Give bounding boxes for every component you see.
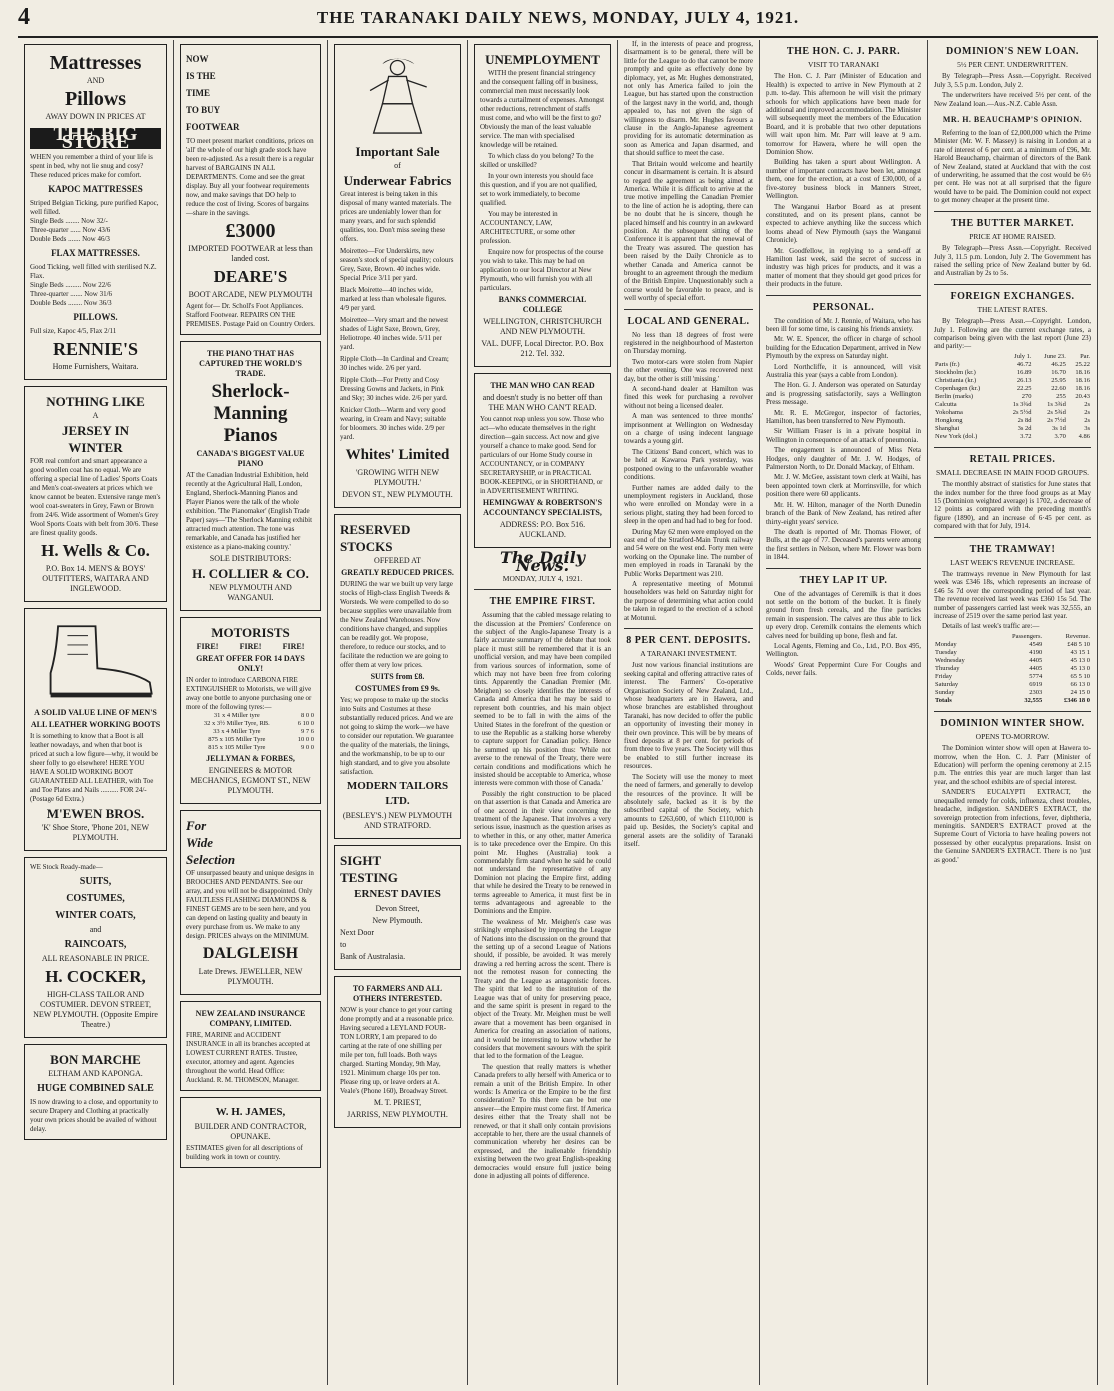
column-3 bbox=[328, 40, 468, 1385]
table-row: Thursday 4405 45 13 0 bbox=[935, 664, 1090, 672]
ad-sherlock-manning: THE PIANO THAT HAS CAPTURED THE WORLD'S TRADE. Sherlock-Manning Pianos CANADA'S BIGGEST VALUE PIANO AT the Canadian Industrial Exhibition, held recently at the Agricultural Hall, London, England, Sherlock-Manning Pianos and Player Pianos were the talk of the whole exhibition. 'The Pianomaker' (English Trade Paper) says—'The Sherlock Manning exhibit attracted much attention. The tone was remarkable, and Canada has justified her existence as a piano-making country.' SOLE DISTRIBUTORS: H. COLLIER & CO. NEW PLYMOUTH AND WANGANUI. bbox=[180, 341, 321, 611]
ceremilk-title: THEY LAP IT UP. bbox=[799, 574, 888, 586]
column-5: If, in the interests of peace and progress, disarmament is to be general, there will be little for the League to do that cannot be more promptly and quite as effectively done by diplomacy, yet, as Mr. Hughes demonstrated, not only has America failed to join the League, but has started upon the construction of the largest navy in the world, and, though appealed to, has not given the sign of willingness to disarm. Mr. Hughes favours a clause in the Anglo-Japanese agreement providing for its automatic determination as soon as America and Japan disarmed, and that should suffice to meet the case. That Britain would welcome and heartily concur in disarmament is certain. It is absurd to regard the agreement as being aimed at America. While it is difficult to arrive at the true motive impelling the Canadian Premier to the line of action he is adopting, there can be no doubt that he is sincere, though he placed himself and his country in an awkward position. At the subsequent sitting of the Conference it is apparent that the renewal of the Treaty was assured. The question has been raised by the Daily Chronicle as to whether Canada and America cannot be brought to an agreement through the medium of the British Empire. Unquestionably such a course would be favorable to peace, and is well worthy of special effort. LOCAL AND GENERAL. No less than 18 degrees of frost were registered in the neighbourhood of Masterton on Thursday morning. Two motor-cars were stolen from Napier the other evening. One was recovered next day, but the other is still 'missing.' A second-hand dealer at Hamilton was fined this week for purchasing a revolver without not being a licensed dealer. A man was sentenced to three months' imprisonment at Wellington on Wednesday on a charge of using indecent language towards a young girl. The Citizens' Band concert, which was to be held at Kawaroa Park yesterday, was postponed owing to the unfavorable weather conditions. Further names are added daily to the unemployment registers in Auckland, those who were enrolled on Monday were in a serious plight, stating they had been forced to sleep in the open and had had to beg for food. During May 62 men were employed on the east end of the Stratford-Main Trunk railway and 54 were on the west end. Forty men were working on the Opunake line. The number of men employed in roads in Taranaki by the Public Works Department was 210. A representative meeting of Motunui householders was held on Saturday night for the purpose of determining what action could be taken in regard to the erection of a school at Motunui. 8 PER CENT. DEPOSITS. A TARANAKI INVESTMENT. Just now various financial institutions are seeking capital and offering attractive rates of interest. The Farmers' Co-operative Organisation Society of New Zealand, Ltd., whose headquarters are in Hawera, and whose branches are established throughout Taranaki, has now decided to offer the public an opportunity of investing their money in their own province. This will be by means of fixed deposits at 8 per cent. for periods of from three to five years. The Society will thus be enabled to still further increase its resources. The Society will use the money to meet the need of farmers, and generally to develop the resources of the province. It will be absolutely safe, backed as it is by the subscribed capital of the Society, which amounts to £263,600, of which £110,000 is paid up. Besides, the Society's capital and general assets are the solidity of Taranaki itself. bbox=[618, 40, 760, 1385]
deposits-title: 8 PER CENT. DEPOSITS. bbox=[626, 635, 751, 646]
ad-dalgleish: For Wide Selection OF unsurpassed beauty and unique designs in BROOCHES AND PENDANTS. See our array, and you will not be disappointed. Only FAULTLESS FLASHING DIAMONDS & FINEST GEMS are to be seen here, and you can depend on lasting quality and beauty in every purchase from us. We make to any design. PRICES always on the MINIMUM. DALGLEISH Late Drews. JEWELLER, NEW PLYMOUTH. bbox=[180, 810, 321, 995]
table-row: Shanghai 3s 2d 3s 1d 3s bbox=[935, 424, 1090, 432]
personal-title: PERSONAL. bbox=[812, 301, 875, 313]
table-row: Tuesday 4190 43 15 1 bbox=[935, 648, 1090, 656]
local-general-title: LOCAL AND GENERAL. bbox=[627, 315, 750, 327]
tramway-title: THE TRAMWAY! bbox=[969, 543, 1056, 555]
ad-jersey: NOTHING LIKE A JERSEY IN WINTER FOR real comfort and smart appearance a good woollen coat has no equal. We are offering a special line of Ladies' Sports Coats and Men's coat-sweaters at prices which we know cannot be beaten. Extensive range men's wool coat-sweaters in Grey, Fawn or Brown from 24/6. Wide assortment of Women's Grey Wool Sports Coats with belt from 30/6. These are finest quality goods. H. Wells & Co. P.O. Box 14. MEN'S & BOYS' OUTFITTERS, WAITARA AND INGLEWOOD. bbox=[24, 386, 167, 602]
loan-title: DOMINION'S NEW LOAN. bbox=[946, 46, 1079, 57]
ad-footwear: NOW IS THE TIME TO BUY FOOTWEAR TO meet present market conditions, prices on 'all' the whole of our high grade stock have been re-adjusted. As a result there is a regular harvest of BARGAINS IN ALL DEPARTMENTS. Come and see the great display. Buy all your footwear requirements now, and make savings that DO help to reduce the cost of living. Scores of bargains—share in the savings. £3000 IMPORTED FOOTWEAR at less than landed cost. DEARE'S BOOT ARCADE, NEW PLYMOUTH Agent for— Dr. Scholl's Foot Appliances. Stafford Footwear. REPAIRS ON THE PREMISES. Postage Paid on Country Orders. bbox=[180, 44, 321, 335]
table-row: Saturday 6919 66 13 0 bbox=[935, 680, 1090, 688]
table-row: New York (dol.) 3.72 3.70 4.86 bbox=[935, 432, 1090, 440]
table-row: Wednesday 4405 45 13 0 bbox=[935, 656, 1090, 664]
table-row: Stockholm (kr.) 16.89 16.70 18.16 bbox=[935, 368, 1090, 376]
exchange-rates-table bbox=[934, 353, 1091, 441]
table-header-row: July 1. June 23. Par. bbox=[1014, 352, 1090, 360]
ad-boots: A SOLID VALUE LINE OF MEN'S ALL LEATHER WORKING BOOTS It is something to know that a Boot is all leather nowadays, and when that boot is priced at such a low figure—why, it would be sheer folly to go elsewhere! HERE YOU HAVE A SOLID WORKING BOOT GUARANTEED ALL LEATHER, with Toe and Toe Plates and Nails .......... FOR 24/- (Postage 6d Extra.) M'EWEN BROS. 'K' Shoe Store, 'Phone 201, NEW PLYMOUTH. bbox=[24, 608, 167, 851]
big-store-logo: THE BIG STORE bbox=[30, 128, 161, 149]
table-row: Friday 5774 65 5 10 bbox=[935, 672, 1090, 680]
ad-underwear-fabrics: Important Sale of Underwear Fabrics Great interest is being taken in this disposal of many wanted materials. The prices are undeniably lower than for many years, and for such splendid qualities, too. Don't miss seeing these offers. Moiretteo—For Underskirts, new season's stock of special quality; colours Grey, Saxe, Brown. 40 inches wide. Special Price 3/11 per yard. Black Moirette—40 inches wide, marked at less than wholesale figures. 4/9 per yard. Moirettee—Very smart and the newest shades of Light Saxe, Brown, Grey, Heliotrope. 40 inches wide. 5/11 per yard. Ripple Cloth—In Cardinal and Cream; 30 inches wide. 2/6 per yard. Ripple Cloth—For Pretty and Cosy Dressing Gowns and Jackets, in Pink and Sky; 30 inches wide. 2/6 per yard. Knicker Cloth—Warm and very good wearing, in Cream and Navy; suitable for bloomers. 30 inches wide. 2/9 per yard. Whites' Limited 'GROWING WITH NEW PLYMOUTH.' DEVON ST., NEW PLYMOUTH. bbox=[334, 44, 461, 508]
ad-unemployment: UNEMPLOYMENT WITH the present financial stringency and the consequent falling off in business, commercial men must necessarily look towards a curtailment of expenses. Amongst other reductions, retrenchment of staffs must come, and who will be the first to go? Obviously the man of the least valuable service. The man with specialised knowledge will be retained. To which class do you belong? To the skilled or unskilled? In your own interests you should face this question, and if you are not qualified, set to work immediately, to become qualified. You may be interested in ACCOUNTANCY, LAW, ARCHITECTURE, or some other profession. Enquire now for prospectus of the course you wish to take. This may be had on application to our local Director at New Plymouth, who will furnish you with all particulars. BANKS COMMERCIAL COLLEGE WELLINGTON, CHRISTCHURCH AND NEW PLYMOUTH. VAL. DUFF, Local Director. P.O. Box 212. Tel. 332. bbox=[474, 44, 611, 367]
newspaper-nameplate: The Daily News. bbox=[500, 548, 585, 576]
butter-title: THE BUTTER MARKET. bbox=[951, 217, 1074, 229]
table-row: Christiania (kr.) 26.13 25.95 18.16 bbox=[935, 376, 1090, 384]
masthead bbox=[18, 2, 1098, 38]
table-row: Sunday 2303 24 15 0 bbox=[935, 688, 1090, 696]
table-row: Calcutta 1s 3¾d 1s 3¾d 2s bbox=[935, 400, 1090, 408]
column-2 bbox=[174, 40, 328, 1385]
ad-accountancy: THE MAN WHO CAN READ and doesn't study is no better off than THE MAN WHO CAN'T READ. You cannot reap unless you sow. Those who act—who educate themselves in the right direction—gain success. Act now and give yourself a chance to make good. Send for particulars of our Home Study course in ACCOUNTANCY, or in COMPANY SECRETARYSHIP, or in PRACTICAL BOOK-KEEPING, or in SHORTHAND, or in ADVERTISEMENT WRITING. HEMINGWAY & ROBERTSON'S ACCOUNTANCY SPECIALISTS, ADDRESS: P.O. Box 516. AUCKLAND. bbox=[474, 373, 611, 548]
ad-mattresses: Mattresses AND Pillows AWAY DOWN IN PRICES AT THE BIG STORE WHEN you remember a third of your life is spent in bed, why not lie snug and cosy? These reduced prices make for comfort. KAPOC MATTRESSES Striped Belgian Ticking, pure purified Kapoc, well filled. Single Beds ........ Now 32/- Three-quarter ...... Now 43/6 Double Beds ....... Now 46/3 FLAX MATTRESSES. Good Ticking, well filled with sterilised N.Z. Flax. Single Beds ......... Now 22/6 Three-quarter ....... Now 31/6 Double Beds ........ Now 36/3 PILLOWS. Full size, Kapoc 4/5, Flax 2/11 RENNIE'S Home Furnishers, Waitara. bbox=[24, 44, 167, 380]
ad-reserved-stocks: RESERVED STOCKS OFFERED AT GREATLY REDUCED PRICES. DURING the war we built up very large stocks of High-class English Tweeds & Worsteds. We were compelled to do so because supplies were unavailable from the New Zealand Warehouses. Now conditions have changed, and supplies can be readily got. We propose, therefore, to reduce our stocks, and to facilitate the reduction we are going to offer them at very low prices. SUITS from £8. COSTUMES from £9 9s. Yes; we propose to make up the stocks into Suits and Costumes at these substantially reduced prices. And we are not going to skimp the work—we have to consider our reputation. We guarantee the quality of the materials, the linings, and the workmanship, to be up to our high standard, and to give you absolute satisfaction. MODERN TAILORS LTD. (BESLEY'S.) NEW PLYMOUTH AND STRATFORD. bbox=[334, 514, 461, 839]
table-header-row: Passengers. Revenue. bbox=[1012, 632, 1090, 640]
editorial-title: THE EMPIRE FIRST. bbox=[489, 596, 596, 608]
ad-cocker: WE Stock Ready-made— SUITS, COSTUMES, WINTER COATS, and RAINCOATS, ALL REASONABLE IN PRICE. H. COCKER, HIGH-CLASS TAILOR AND COSTUMIER. DEVON STREET, NEW PLYMOUTH. (Opposite Empire Theatre.) bbox=[24, 857, 167, 1038]
table-total-row: Totals 32,555 £346 18 0 bbox=[935, 696, 1090, 704]
table-row: Berlin (marks) 270 255 20.43 bbox=[935, 392, 1090, 400]
page-number: 4 bbox=[18, 4, 30, 30]
parr-title: THE HON. C. J. PARR. bbox=[786, 46, 901, 57]
column-4: UNEMPLOYMENT WITH the present financial stringency and the consequent falling off in business, commercial men must necessarily look towards a curtailment of expenses. Amongst other reductions, retrenchment of staffs must come, and who will be the first to go? Obviously the man of the least valuable service. The man with specialised knowledge will be retained. To which class do you belong? To the skilled or unskilled? In your own interests you should face this question, and if you are not qualified, set to work immediately, to become qualified. You may be interested in ACCOUNTANCY, LAW, ARCHITECTURE, or some other profession. Enquire now for prospectus of the course you wish to take. This may be had on application to our local Director at New Plymouth, who will furnish you with all particulars. BANKS COMMERCIAL COLLEGE WELLINGTON, CHRISTCHURCH AND NEW PLYMOUTH. VAL. DUFF, Local Director. P.O. Box 212. Tel. 332. THE MAN WHO CAN READ and doesn't study is no better off than THE MAN WHO CAN'T READ. You cannot reap unless you sow. Those who act—who educate themselves in the right direction—gain success. Act now and give yourself a chance to make good. Send for particulars of our Home Study course in ACCOUNTANCY, or in COMPANY SECRETARYSHIP, or in PRACTICAL BOOK-KEEPING, or in SHORTHAND, or in ADVERTISEMENT WRITING. HEMINGWAY & ROBERTSON'S ACCOUNTANCY SPECIALISTS, ADDRESS: P.O. Box 516. AUCKLAND. The Daily News. MONDAY, JULY 4, 1921. THE EMPIRE FIRST. Assuming that the cabled message relating to the discussion at the Premiers' Conference on the subject of the Anglo-Japanese Treaty is a fairly accurate summary of the debate that took place it must still be remembered that it is an unofficial version, and may have been compiled from various sources of information, some of which may not have been free from coloring tints. Apparently the Canadian Premier (Mr. Meighen) so closely identifies the interests of Canada and America that he may be said to represent both countries, and his main object seemed to be to fall in with the aims of the United States in the forefront of the question or to use the Republic as a stalking horse whereby to capture support for Canadian policy. Hence he summed up his position thus: 'While not averse to the renewal of the Treaty, there were certain conditions and modifications which he insisted should be acceptable to America, whose interests were common with those of Canada.' Possibly the right construction to be placed on that assertion is that Canada and America are of one accord in their view concerning the treatment of the Japanese. That involves a very serious issue, inasmuch as the question arises as to whether in this, or any other, matter America is to take precedence over the Empire. On this point Mr. Hughes (Australia) took a commendably firm stand when he said he could not understand the representative of any Dominion not placing the Empire first, adding that while he desired the Treaty to be renewed in terms agreeable to America, it must first be in terms advantageous and agreeable to the Dominions and the Empire. The weakness of Mr. Meighen's case was strikingly emphasised by importing the League of Nations into the discussion on the ground that the setting up of a second League of Nations should, if possible, be avoided. It was merely drawing a red herring across the scent. There is not the remotest reason for connecting the Treaty and the League as antagonistic forces. The spirit that led to the institution of the League was that of unity for preserving peace, and the same spirit is present in regard to the object of the Treaty. Mr. Meighen must be well aware that a movement has been organised in America for creating an association of nations, and it would be interesting to know whether he considers that movement savours with the spirit that led to the formation of the League. The question that really matters is whether Canada prefers to ally herself with America or to remain a unit of the British Empire. In other words: Is America or the Empire to be the first consideration? To this there can be but one answer—the Empire must come first. If America desires either that the Treaty shall not be renewed, or that it shall only contain provisions acceptable to her, there are the usual channels of communication whereby her desires can be expressed, and the inalienable friendship existing between the two great English-speaking democracies would ensure full justice being done in adjusting all points of difference. bbox=[468, 40, 618, 1385]
retail-title: RETAIL PRICES. bbox=[969, 453, 1056, 465]
ad-motorists: MOTORISTS FIRE! FIRE! FIRE! GREAT OFFER FOR 14 DAYS ONLY! IN order to introduce CARBONA FIRE EXTINGUISHER to Motorists, we will give away one bottle to anyone purchasing one or more of the following tyres:— 31 x 4 Miller tyre 8 0 0 32 x 3½ Miller Tyre, RB. 6 10 0 33 x 4 Miller Tyre 9 7 6 875 x 105 Miller Tyre 10 0 0 815 x 105 Miller Tyre 9 0 0 JELLYMAN & FORBES, ENGINEERS & MOTOR MECHANICS, EGMONT ST., NEW PLYMOUTH. bbox=[180, 617, 321, 804]
ad-insurance: NEW ZEALAND INSURANCE COMPANY, LIMITED. FIRE, MARINE and ACCIDENT INSURANCE in all its branches accepted at LOWEST CURRENT RATES. Trustee, executor, attorney and agent. Agencies throughout the world. Head Office: Auckland. R. M. THOMSON, Manager. bbox=[180, 1001, 321, 1091]
ad-lorry: TO FARMERS AND ALL OTHERS INTERESTED. NOW is your chance to get your carting done promptly and at a reasonable price. Having secured a LEYLAND FOUR-TON LORRY, I am prepared to do carting at the rate of one shilling per mile per ton, full loads. Both ways charged. Starting Monday, 9th May, 1921. Minimum charge 10s per ton. Please ring up, or leave orders at A. Veale's (Phone 160), Broadway Street. M. T. PRIEST, JARRISS, NEW PLYMOUTH. bbox=[334, 976, 461, 1128]
table-row: Yokohama 2s 5½d 2s 5¾d 2s bbox=[935, 408, 1090, 416]
table-row: Hongkong 2s 8d 2s 7½d 2s bbox=[935, 416, 1090, 424]
column-6: THE HON. C. J. PARR. VISIT TO TARANAKI The Hon. C. J. Parr (Minister of Education and Health) is expected to arrive in New Plymouth at 2 p.m. to-day. This afternoon he will visit the primary schools for which applications have been made for additional and improved accommodation. The Minister will subsequently meet the members of the Education Board, and it is probable that two other deputations will wait upon him. Mr. Parr will leave at 9 a.m. tomorrow for Hawera, where he will open the Dominion Show. Building has taken a spurt about Wellington. A number of important contracts have been let, amongst them, one for the erection, at a cost of £30,000, of a five-storey business block in Manners Street, Wellington. The Wanganui Harbor Board as at present constituted, and on its present plans, cannot be expected to achieve anything like the success which looms ahead of New Plymouth (says the Wanganui Chronicle). Mr. Goodfellow, in replying to a send-off at Hamilton last week, said the secret of success in industry was high prices for products, and it was a matter of moment that they should get good prices for their products in the future. PERSONAL. The condition of Mr. J. Rennie, of Waitara, who has been ill for some time, is causing his friends anxiety. Mr. W. E. Spencer, the officer in charge of school building for the Education Department, arrived in New Plymouth by the express on Saturday night. Lord Northcliffe, it is announced, will visit Australia this year (says a cable from London). The Hon. G. J. Anderson was operated on Saturday and is progressing satisfactorily, says a Wellington Press message. Mr. R. E. McGregor, inspector of factories, Hamilton, has been transferred to New Plymouth. Sir William Fraser is in a private hospital in Wellington in consequence of an attack of pneumonia. The engagement is announced of Miss Neta Hodges, only daughter of Mr. J. W. Hodges, of Palmerston North, to Dr. Donald Mackay, of Eltham. Mr. J. W. McGee, assistant town clerk at Waihi, has been appointed town clerk at Morrinsville, for which position there were 60 applicants. Mr. H. W. Hilton, manager of the North Dunedin branch of the Bank of New Zealand, has retired after thirty-eight years' service. The death is reported of Mr. Thomas Flower, of Bulls, at the age of 77. Deceased's parents were among the first settlers in Nelson, where Mr. Flower was born in 1844. THEY LAP IT UP. One of the advantages of Ceremilk is that it does not settle on the bottom of the bucket. It is finely ground from fresh cereals, and the fine particles remain in suspension. The calves are thus able to lick up every drop. Ceremilk contains the elements which calves need for building up bone, flesh and fat. Local Agents, Fleming and Co., Ltd., P.O. Box 495, Wellington. Woods' Great Peppermint Cure For Coughs and Colds, never fails. bbox=[760, 40, 928, 1385]
rennies-logo: RENNIE'S bbox=[52, 338, 139, 359]
ad-title: Mattresses bbox=[49, 52, 142, 74]
dateline: MONDAY, JULY 4, 1921. bbox=[502, 573, 583, 583]
column-7: DOMINION'S NEW LOAN. 5½ PER CENT. UNDERWRITTEN. By Telegraph—Press Assn.—Copyright. Received July 3, 5.5 p.m. London, July 2. The underwriters have received 5½ per cent. of the New Zealand loan.—Aus.-N.Z. Cable Assn. MR. H. BEAUCHAMP'S OPINION. Referring to the loan of £2,000,000 which the Prime Minister (Mr. W. F. Massey) is raising in London at a rate of interest of 6 per cent. at a minimum of £96, Mr. Harold Beauchamp, chairman of directors of the Bank of New Zealand, stated at Auckland that with the cost of underwriting, he assumed that the cost would be 6½ per cent. He was not at all surprised that the figure would have to be paid. The Dominion could not expect to get money cheaper at the present time. THE BUTTER MARKET. PRICE AT HOME RAISED. By Telegraph—Press Assn.—Copyright. Received July 3, 11.5 p.m. London, July 2. The Government has raised the selling price of New Zealand butter by 6d. and Australian by 2s to 5s. FOREIGN EXCHANGES. THE LATEST RATES. By Telegraph—Press Assn.—Copyright. London, July 1. Following are the current exchange rates, a comparison being given with the last report (June 23) and parity:— July 1. June 23. Par. Paris (fr.) 46.72 46.25 25.22 Stockholm (kr.) 16.89 16.70 18.16 Christiania (kr.) 26.13 25.95 18.16 Copenhagen (kr.) 22.25 22.60 18.16 Berlin (marks) 270 255 20.43 Calcutta 1s 3¾d 1s 3¾d 2s Yokohama 2s 5½d 2s 5¾d 2s Hongkong 2s 8d 2s 7½d 2s Shanghai 3s 2d 3s 1d 3s New York (dol.) 3.72 3.70 4.86 RETAIL PRICES. SMALL DECREASE IN MAIN FOOD GROUPS. The monthly abstract of statistics for June states that the index number for the three food groups as at May 15 (Dominion weighted average) is 1702, a decrease of 12 points as compared with the preceding month's figure (1890), and an increase of 6·45 per cent. as compared with that for July, 1914. THE TRAMWAY! LAST WEEK'S REVENUE INCREASE. The tramways revenue in New Plymouth for last week was £346 18s, which represents an increase of £46 5s 7d over the corresponding period of last year. The revenue received last week was £360 15s 5d. The number of passengers carried last week was 32,555, an increase of 2519 over the same period last year. Details of last week's traffic are:— Passengers. Revenue. Monday 4549 £48 5 10 Tuesday 4190 43 15 1 Wednesday 4405 45 13 0 Thursday 4405 45 13 0 Friday 5774 65 5 10 Saturday 6919 66 13 0 Sunday 2303 24 15 0 Totals 32,555 £346 18 0 DOMINION WINTER SHOW. OPENS TO-MORROW. The Dominion winter show will open at Hawera to-morrow, when the Hon. C. J. Parr (Minister of Education) will perform the opening ceremony at 2.15 p.m. The entries this year are much larger than last year, and the school exhibits are of special interest. SANDER'S EUCALYPTI EXTRACT, the unequalled remedy for colds, influenza, chest troubles, headache, indigestion. SANDER'S EXTRACT, the sovereign protection from infections, fever, diphtheria, meningitis. SANDER'S EXTRACT proved at the Supreme Court of Victoria to have healing powers not possessed by other eucalyptus preparations. Insist on the Genuine SANDER'S EXTRACT. There is no 'just as good.' bbox=[928, 40, 1098, 1385]
ad-james: W. H. JAMES, BUILDER AND CONTRACTOR, OPUNAKE. ESTIMATES given for all descriptions of building work in town or country. bbox=[180, 1097, 321, 1168]
newspaper-header: THE TARANAKI DAILY NEWS, MONDAY, JULY 4, 1921. bbox=[316, 8, 800, 27]
table-row: Copenhagen (kr.) 22.25 22.60 18.16 bbox=[935, 384, 1090, 392]
column-1 bbox=[18, 40, 174, 1385]
tramway-traffic-table bbox=[934, 633, 1091, 705]
table-row: Monday 4549 £48 5 10 bbox=[935, 640, 1090, 648]
tyre-price-table: 31 x 4 Miller tyre 8 0 0 32 x 3½ Miller Tyre, RB. 6 10 0 33 x 4 Miller Tyre 9 7 6 875 x 105 Miller Tyre 10 0 0 815 x 105 Miller Tyre 9 0 0 bbox=[203, 712, 314, 751]
fx-title: FOREIGN EXCHANGES. bbox=[950, 290, 1075, 302]
ad-sight-testing: SIGHT TESTING ERNEST DAVIES Devon Street, New Plymouth. Next Door to Bank of Australasia. bbox=[334, 845, 461, 970]
ad-bon-marche: BON MARCHE ELTHAM AND KAPONGA. HUGE COMBINED SALE IS now drawing to a close, and opportunity to secure Drapery and Clothing at practically your own prices should be availed of without delay. bbox=[24, 1044, 167, 1140]
winter-show-title: DOMINION WINTER SHOW. bbox=[940, 717, 1085, 729]
woman-illustration bbox=[340, 50, 455, 140]
boot-illustration bbox=[30, 614, 161, 704]
table-row: Paris (fr.) 46.72 46.25 25.22 bbox=[935, 360, 1090, 368]
